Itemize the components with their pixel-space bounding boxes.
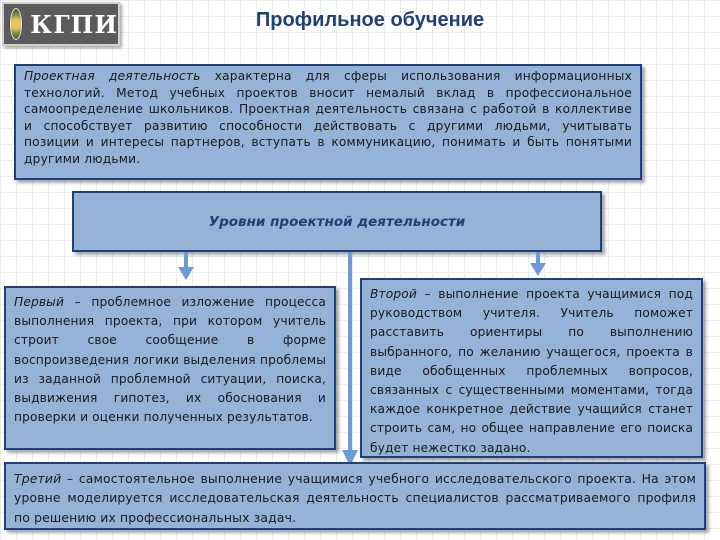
emblem-icon	[10, 8, 22, 40]
level-term: Третий	[14, 471, 62, 486]
logo-text: КГПИ	[30, 9, 118, 39]
levels-title-box	[72, 191, 602, 252]
page-title: Профильное обучение	[255, 9, 485, 31]
level-term: Первый	[14, 295, 65, 309]
level-text: – самостоятельное выполнение учащимися учебного исследовательского проекта. На этом уровне моделируется исследовательская деятельность специалистов рассматриваемого профиля по решению их профессиональных задач.	[14, 471, 696, 525]
arrow-down-icon	[528, 252, 548, 278]
level-text: – выполнение проекта учащимися под руководством учителя. Учитель поможет расставить ориентиры по выполнению выбранного, по желанию учащегося, проекта в виде обобщенных проблемных вопросов, связанных с существенными моментами, тогда каждое конкретное действие учащийся станет строить сам, но общее направление его поиска будет нежестко задано.	[370, 287, 693, 455]
level-second-box	[360, 278, 703, 458]
level-text: – проблемное изложение процесса выполнения проекта, при котором учитель строит свое сообщение в форме воспроизведения логики выделения проблемы из заданной проблемной ситуации, поиска, выдвижения гипотез, их обоснования и проверки и оценки полученных результатов.	[14, 295, 326, 425]
level-third-box	[4, 462, 706, 530]
arrow-down-icon	[176, 252, 196, 282]
kgpi-logo	[2, 2, 120, 46]
arrow-down-icon	[340, 252, 360, 468]
intro-text: характерна для сферы использования информационных технологий. Метод учебных проектов вносит немалый вклад в профессиональное самоопределение школьников. Проектная деятельность связана с работой в коллективе и способствует развитию способности действовать с другими людьми, учитывать позиции и интересы партнеров, вступать в коммуникацию, понимать и быть понятыми другими людьми.	[24, 69, 632, 166]
level-term: Второй	[370, 287, 417, 301]
intro-box	[14, 64, 642, 180]
levels-title: Уровни проектной деятельности	[208, 213, 466, 230]
intro-term: Проектная деятельность	[24, 69, 201, 83]
level-first-box	[4, 286, 336, 450]
